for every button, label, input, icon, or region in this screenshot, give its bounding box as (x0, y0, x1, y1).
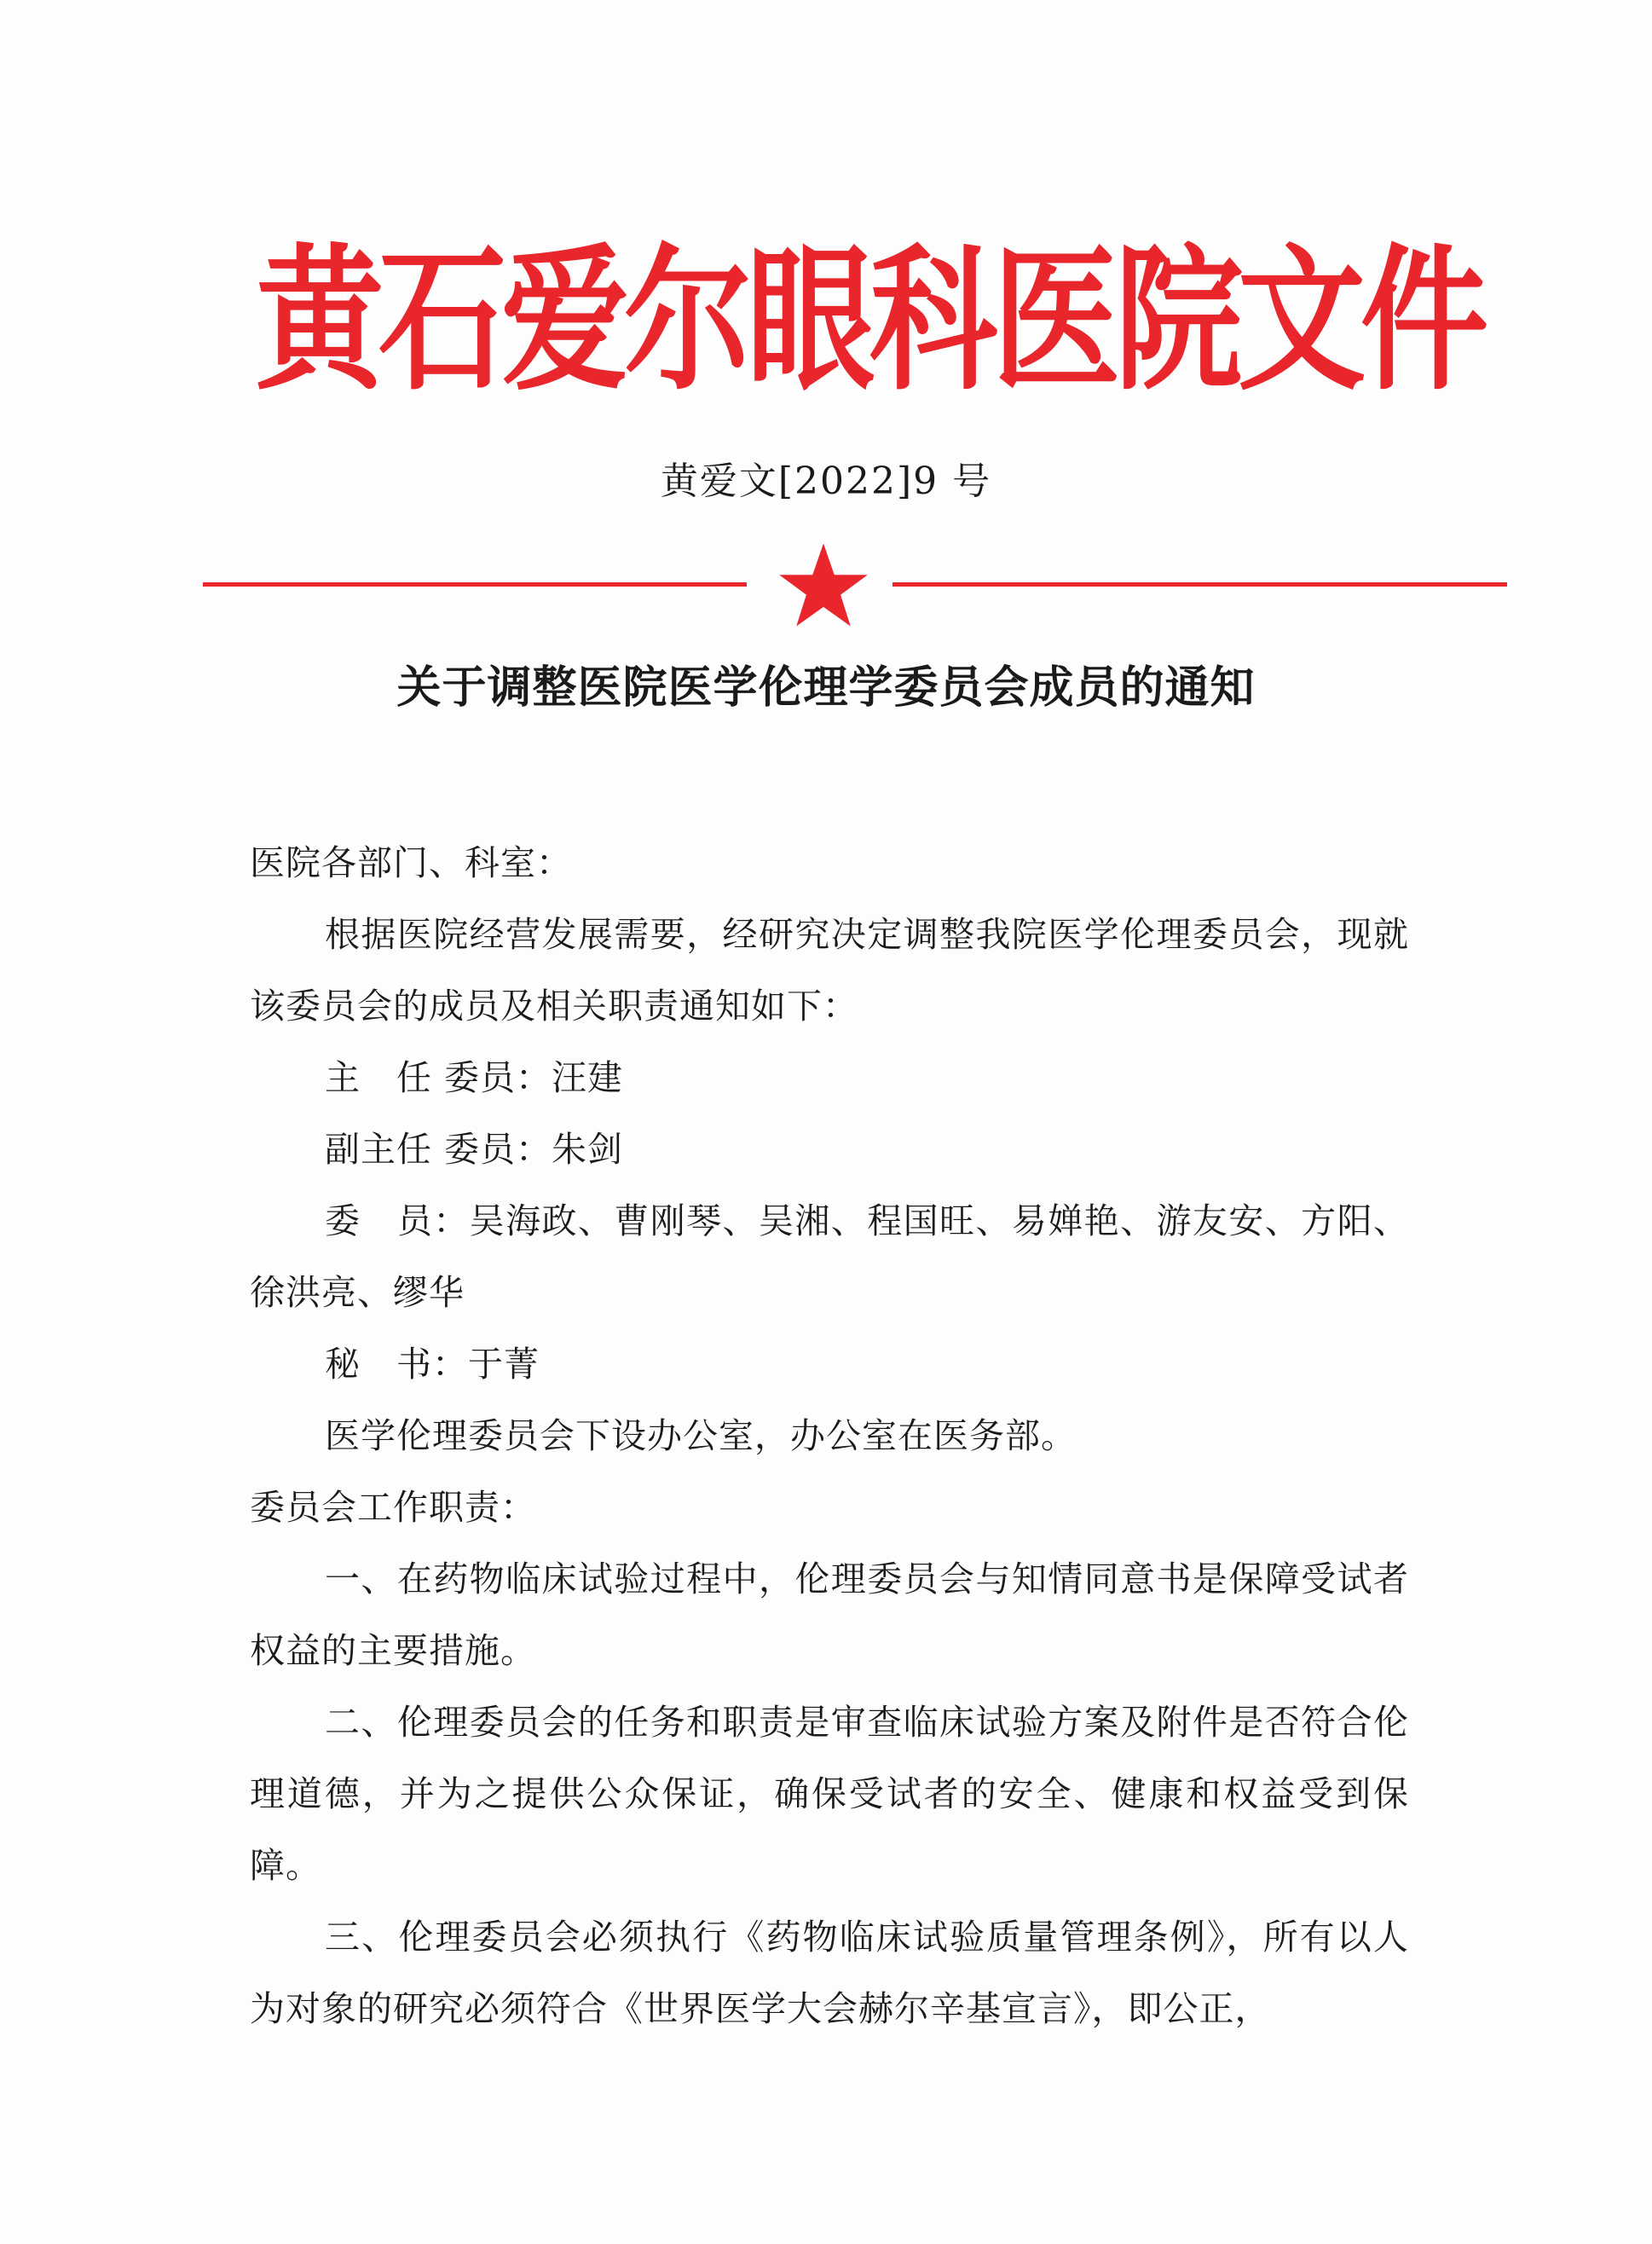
director-name: 汪建 (552, 1057, 624, 1098)
deputy-line (250, 1113, 1409, 1185)
red-divider-left (203, 582, 747, 587)
deputy-role: 副主任 委员： (325, 1129, 552, 1170)
secretary-line (250, 1328, 1409, 1400)
red-star-icon (777, 541, 869, 630)
issuing-organization-title: 黄石爱尔眼科医院文件 (256, 230, 1484, 413)
member-names: 吴海政、曹刚琴、吴湘、程国旺、易婵艳、游友安、方阳、徐洪亮、缪华 (250, 1200, 1409, 1313)
secretary-role: 秘 书： (325, 1344, 468, 1385)
secretary-name: 于菁 (468, 1344, 540, 1385)
director-role: 主 任 委员： (325, 1057, 552, 1098)
office-note: 医学伦理委员会下设办公室，办公室在医务部。 (325, 1415, 1077, 1456)
document-number: 黄爱文[2022]9 号 (660, 460, 992, 503)
intro-paragraph: 根据医院经营发展需要，经研究决定调整我院医学伦理委员会，现就该委员会的成员及相关职责通知如下： (250, 914, 1409, 1027)
deputy-name: 朱剑 (552, 1129, 624, 1170)
notice-body (250, 827, 1409, 2044)
members-line (250, 1185, 1409, 1328)
notice-title: 关于调整医院医学伦理学委员会成员的通知 (396, 662, 1256, 714)
director-line (250, 1042, 1409, 1113)
duty-item: 一、在药物临床试验过程中，伦理委员会与知情同意书是保障受试者权益的主要措施。 (250, 1559, 1409, 1671)
duties-heading: 委员会工作职责： (250, 1487, 536, 1528)
red-divider-right (892, 582, 1507, 587)
salutation: 医院各部门、科室： (250, 842, 572, 883)
member-role: 委 员： (325, 1200, 470, 1241)
duty-item: 三、伦理委员会必须执行《药物临床试验质量管理条例》，所有以人为对象的研究必须符合《世界医学大会赫尔辛基宣言》，即公正， (250, 1917, 1409, 2029)
duty-item: 二、伦理委员会的任务和职责是审查临床试验方案及附件是否符合伦理道德，并为之提供公众保证，确保受试者的安全、健康和权益受到保障。 (250, 1702, 1409, 1886)
